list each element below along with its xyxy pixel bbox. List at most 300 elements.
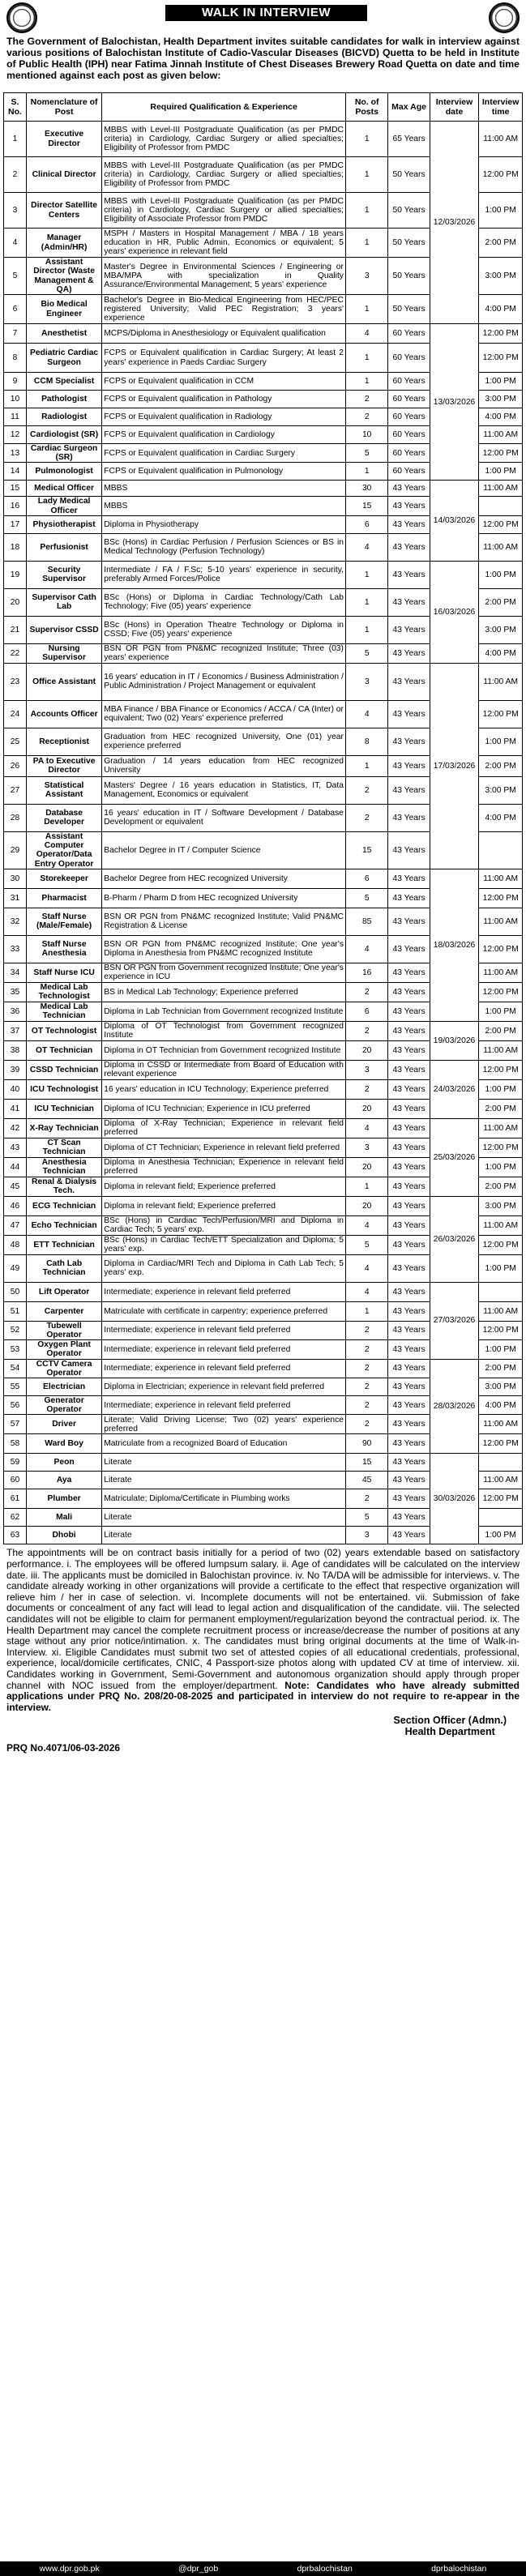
max-age-cell: 43 Years xyxy=(388,831,430,869)
interview-time-cell: 1:00 PM xyxy=(479,561,523,588)
sno-cell: 38 xyxy=(4,1040,27,1060)
max-age-cell: 43 Years xyxy=(388,1235,430,1254)
max-age-cell: 43 Years xyxy=(388,1340,430,1359)
max-age-cell: 60 Years xyxy=(388,324,430,344)
max-age-cell: 43 Years xyxy=(388,533,430,561)
posts-count-cell: 45 xyxy=(345,1472,387,1489)
interview-time-cell: 12:00 PM xyxy=(479,1434,523,1454)
header-time: Interview time xyxy=(479,93,523,122)
sno-cell: 2 xyxy=(4,157,27,193)
table-row xyxy=(4,1282,523,1301)
posts-count-cell: 1 xyxy=(345,373,387,391)
post-name-cell: Peon xyxy=(26,1454,101,1472)
max-age-cell: 43 Years xyxy=(388,1138,430,1157)
posts-count-cell: 4 xyxy=(345,1118,387,1138)
interview-time-cell: 12:00 PM xyxy=(479,1489,523,1509)
posts-count-cell: 1 xyxy=(345,193,387,229)
posts-count-cell: 90 xyxy=(345,1434,387,1454)
sno-cell: 34 xyxy=(4,963,27,982)
qualification-cell: MBBS with Level-III Postgraduate Qualification (as per PMDC criteria) in Cardiology, Cardiac Surgery or allied specialties; Eligibility of Professor from PMDC xyxy=(102,157,346,193)
max-age-cell: 43 Years xyxy=(388,1489,430,1509)
sno-cell: 15 xyxy=(4,481,27,497)
post-name-cell: Statistical Assistant xyxy=(26,776,101,804)
interview-time-cell: 11:00 AM xyxy=(479,481,523,497)
interview-date-cell: 26/03/2026 xyxy=(430,1196,479,1282)
terms-text: The appointments will be on contract basis initially for a period of two (02) years extendable based on satisfactory performance. i. The employees will be offered lumpsum salary. ii. Age of candidates will be calculated on the interview date. iii. The applicants must be domiciled in Balochistan province. iv. No TA/DA will be admissible for interviews. v. The candidate already working in other organizations will provide a certificate to the effect that respective organization will relieve him / her in case of selection. vi. Incomplete documents will not be entertained. vii. Submission of fake documents or concealment of any fact will lead to legal action and disqualification of the candidate. viii. The selected candidates will not be eligible to claim for permanent employment/regularization beyond the contractual period. ix. The Health Department may cancel the complete recruitment process or increase/decrease the number of positions at any stage without any prior notice/intimation. x. The candidates must bring original documents at the time of Walk-in-Interview. xi. Eligible Candidates must submit two set of attested copies of all educational credentials, professional, experience, local/domicile certificates, CNIC, 4 Passport-size photos along with updated CV at time of interview. xii. Candidates working in Government, Semi-Government and autonomous organization should apply through proper channel with NOC issued from the employer/department. xyxy=(6,1547,520,1691)
sno-cell: 53 xyxy=(4,1340,27,1359)
max-age-cell: 43 Years xyxy=(388,561,430,588)
post-name-cell: Assistant Computer Operator/Data Entry Operator xyxy=(26,831,101,869)
sno-cell: 37 xyxy=(4,1021,27,1040)
post-name-cell: CCTV Camera Operator xyxy=(26,1359,101,1378)
qualification-cell: Graduation / 14 years education from HEC recognized University xyxy=(102,755,346,776)
posts-count-cell: 5 xyxy=(345,1235,387,1254)
interview-date-cell: 30/03/2026 xyxy=(430,1454,479,1544)
interview-time-cell: 4:00 PM xyxy=(479,295,523,324)
posts-count-cell: 4 xyxy=(345,935,387,963)
posts-count-cell: 15 xyxy=(345,831,387,869)
sno-cell: 26 xyxy=(4,755,27,776)
posts-count-cell: 1 xyxy=(345,755,387,776)
sno-cell: 24 xyxy=(4,700,27,728)
max-age-cell: 43 Years xyxy=(388,888,430,908)
posts-count-cell: 20 xyxy=(345,1099,387,1118)
header-age: Max Age xyxy=(388,93,430,122)
posts-count-cell: 30 xyxy=(345,481,387,497)
sno-cell: 35 xyxy=(4,982,27,1002)
qualification-cell: BSN OR PGN from PN&MC recognized Institute; Three (03) years' experience xyxy=(102,643,346,663)
interview-date-cell: 24/03/2026 xyxy=(430,1060,479,1118)
max-age-cell: 65 Years xyxy=(388,122,430,157)
qualification-cell: Matriculate; Diploma/Certificate in Plumbing works xyxy=(102,1489,346,1509)
qualification-cell: FCPS or Equivalent qualification in Radiology xyxy=(102,408,346,426)
table-row xyxy=(4,1021,523,1040)
posts-count-cell: 4 xyxy=(345,1254,387,1282)
posts-count-cell: 1 xyxy=(345,344,387,373)
qualification-cell: BSN OR PGN from PN&MC recognized Institute; Valid PN&MC Registration & License xyxy=(102,908,346,935)
header-post: Nomenclature of Post xyxy=(26,93,101,122)
posts-count-cell: 3 xyxy=(345,1527,387,1544)
post-name-cell: Supervisor Cath Lab xyxy=(26,588,101,616)
sno-cell: 19 xyxy=(4,561,27,588)
posts-count-cell: 6 xyxy=(345,1002,387,1021)
post-name-cell: Storekeeper xyxy=(26,869,101,888)
posts-table xyxy=(3,92,523,1544)
interview-time-cell: 12:00 PM xyxy=(479,935,523,963)
qualification-cell: BSN OR PGN from Government recognized Institute; One year's experience in ICU xyxy=(102,963,346,982)
sno-cell: 45 xyxy=(4,1177,27,1196)
interview-time-cell: 3:00 PM xyxy=(479,391,523,408)
post-name-cell: CCM Specialist xyxy=(26,373,101,391)
interview-time-cell: 12:00 PM xyxy=(479,344,523,373)
sno-cell: 9 xyxy=(4,373,27,391)
max-age-cell: 43 Years xyxy=(388,1040,430,1060)
posts-count-cell: 1 xyxy=(345,122,387,157)
post-name-cell: Driver xyxy=(26,1415,101,1434)
sno-cell: 6 xyxy=(4,295,27,324)
sno-cell: 63 xyxy=(4,1527,27,1544)
max-age-cell: 50 Years xyxy=(388,229,430,258)
posts-count-cell: 8 xyxy=(345,728,387,755)
footer-bar xyxy=(0,2561,526,2576)
posts-count-cell: 1 xyxy=(345,229,387,258)
qualification-cell: MBBS xyxy=(102,497,346,515)
qualification-cell: Intermediate / FA / F.Sc; 5-10 years' experience in security, preferably Armed Forces/Police xyxy=(102,561,346,588)
max-age-cell: 43 Years xyxy=(388,1177,430,1196)
qualification-cell: FCPS or Equivalent qualification in Cardiology xyxy=(102,426,346,444)
interview-time-cell: 3:00 PM xyxy=(479,258,523,295)
sno-cell: 13 xyxy=(4,444,27,463)
max-age-cell: 50 Years xyxy=(388,193,430,229)
interview-time-cell: 11:00 AM xyxy=(479,122,523,157)
post-name-cell: Aya xyxy=(26,1472,101,1489)
qualification-cell: Bachelor's Degree in Bio-Medical Engineering from HEC/PEC registered University; Valid PEC Registration; 3 years' experience xyxy=(102,295,346,324)
sno-cell: 62 xyxy=(4,1509,27,1527)
qualification-cell: MSPH / Masters in Hospital Management / MBA / 18 years education in HR, Public Admin, Economics or equivalent; 5 years' experience in relevant field xyxy=(102,229,346,258)
max-age-cell: 43 Years xyxy=(388,869,430,888)
max-age-cell: 43 Years xyxy=(388,1254,430,1282)
post-name-cell: Staff Nurse ICU xyxy=(26,963,101,982)
qualification-cell: Intermediate; experience in relevant field preferred xyxy=(102,1359,346,1378)
post-name-cell: ECG Technician xyxy=(26,1196,101,1215)
qualification-cell: Master's Degree in Environmental Sciences / Engineering or MBA/MPA with specialization in Quality Assurance/Environmental Management; 5 years' experience xyxy=(102,258,346,295)
interview-time-cell: 12:00 PM xyxy=(479,1321,523,1339)
signatory-title: Section Officer (Admn.) xyxy=(393,1715,507,1727)
post-name-cell: Accounts Officer xyxy=(26,700,101,728)
posts-count-cell: 2 xyxy=(345,391,387,408)
sno-cell: 54 xyxy=(4,1359,27,1378)
max-age-cell: 43 Years xyxy=(388,1454,430,1472)
qualification-cell: BSc (Hons) in Cardiac Perfusion / Perfusion Sciences or BS in Medical Technology (Perfusion Technology) xyxy=(102,533,346,561)
post-name-cell: Dhobi xyxy=(26,1527,101,1544)
max-age-cell: 43 Years xyxy=(388,1359,430,1378)
sno-cell: 46 xyxy=(4,1196,27,1215)
posts-count-cell: 3 xyxy=(345,1138,387,1157)
sno-cell: 55 xyxy=(4,1378,27,1396)
max-age-cell: 43 Years xyxy=(388,515,430,533)
table-row xyxy=(4,663,523,700)
interview-time-cell: 12:00 PM xyxy=(479,1235,523,1254)
page-title: WALK IN INTERVIEW xyxy=(165,5,367,21)
post-name-cell: Physiotherapist xyxy=(26,515,101,533)
max-age-cell: 43 Years xyxy=(388,1282,430,1301)
max-age-cell: 50 Years xyxy=(388,295,430,324)
interview-time-cell: 2:00 PM xyxy=(479,588,523,616)
post-name-cell: Medical Lab Technician xyxy=(26,1002,101,1021)
table-row xyxy=(4,561,523,588)
posts-count-cell: 5 xyxy=(345,643,387,663)
sno-cell: 11 xyxy=(4,408,27,426)
sno-cell: 61 xyxy=(4,1489,27,1509)
qualification-cell: MBBS with Level-III Postgraduate Qualification (as per PMDC criteria) in Cardiology, Cardiac Surgery or allied specialties; Eligibility of Professor from PMDC xyxy=(102,122,346,157)
max-age-cell: 43 Years xyxy=(388,663,430,700)
max-age-cell: 60 Years xyxy=(388,391,430,408)
qualification-cell: Intermediate; experience in relevant field preferred xyxy=(102,1282,346,1301)
post-name-cell: Perfusionist xyxy=(26,533,101,561)
footer-facebook[interactable]: dprbalochistan xyxy=(297,2564,353,2574)
table-header-row xyxy=(4,93,523,122)
post-name-cell: Pharmacist xyxy=(26,888,101,908)
sno-cell: 52 xyxy=(4,1321,27,1339)
qualification-cell: Literate xyxy=(102,1472,346,1489)
posts-count-cell: 2 xyxy=(345,408,387,426)
sno-cell: 20 xyxy=(4,588,27,616)
interview-time-cell: 1:00 PM xyxy=(479,193,523,229)
interview-time-cell: 1:00 PM xyxy=(479,373,523,391)
post-name-cell: ICU Technologist xyxy=(26,1079,101,1099)
qualification-cell: Literate xyxy=(102,1527,346,1544)
post-name-cell: ETT Technician xyxy=(26,1235,101,1254)
table-row xyxy=(4,1118,523,1138)
post-name-cell: Generator Operator xyxy=(26,1396,101,1415)
interview-date-cell: 17/03/2026 xyxy=(430,663,479,869)
qualification-cell: Intermediate; experience in relevant field preferred xyxy=(102,1340,346,1359)
qualification-cell: Diploma of ICU Technician; Experience in ICU preferred xyxy=(102,1099,346,1118)
post-name-cell: Medical Officer xyxy=(26,481,101,497)
posts-count-cell: 3 xyxy=(345,258,387,295)
posts-count-cell: 4 xyxy=(345,533,387,561)
posts-count-cell: 1 xyxy=(345,295,387,324)
qualification-cell: Diploma in Electrician; experience in relevant field preferred xyxy=(102,1378,346,1396)
sno-cell: 27 xyxy=(4,776,27,804)
max-age-cell: 50 Years xyxy=(388,258,430,295)
posts-count-cell: 3 xyxy=(345,663,387,700)
max-age-cell: 43 Years xyxy=(388,1301,430,1321)
signatory-department: Health Department xyxy=(404,1726,495,1738)
interview-time-cell xyxy=(479,1282,523,1301)
post-name-cell: Cardiologist (SR) xyxy=(26,426,101,444)
post-name-cell: Renal & Dialysis Tech. xyxy=(26,1177,101,1196)
posts-count-cell: 1 xyxy=(345,1301,387,1321)
interview-date-cell: 19/03/2026 xyxy=(430,1021,479,1060)
interview-time-cell: 11:00 AM xyxy=(479,533,523,561)
qualification-cell: MBBS with Level-III Postgraduate Qualification (as per PMDC criteria) in Cardiology, Cardiac Surgery or allied specialties; Eligibility of Associate Professor from PMDC xyxy=(102,193,346,229)
interview-date-cell: 14/03/2026 xyxy=(430,481,479,561)
sno-cell: 18 xyxy=(4,533,27,561)
terms-note-bold: Note: Candidates who have already submitted applications under PRQ No. 208/20-08-2025 and participated in interview do not require to re-appear in the interview. xyxy=(6,1679,520,1713)
footer-website[interactable]: www.dpr.gob.pk xyxy=(39,2564,100,2574)
post-name-cell: Electrician xyxy=(26,1378,101,1396)
post-name-cell: X-Ray Technician xyxy=(26,1118,101,1138)
interview-time-cell xyxy=(479,1454,523,1472)
post-name-cell: Oxygen Plant Operator xyxy=(26,1340,101,1359)
max-age-cell: 43 Years xyxy=(388,1378,430,1396)
posts-count-cell: 1 xyxy=(345,616,387,643)
table-row xyxy=(4,869,523,888)
post-name-cell: Security Supervisor xyxy=(26,561,101,588)
posts-count-cell: 2 xyxy=(345,1415,387,1434)
max-age-cell: 43 Years xyxy=(388,982,430,1002)
interview-time-cell: 3:00 PM xyxy=(479,616,523,643)
post-name-cell: Anesthetist xyxy=(26,324,101,344)
sno-cell: 56 xyxy=(4,1396,27,1415)
qualification-cell: BSc (Hons) in Operation Theatre Technology or Diploma in CSSD; Five (05) years' experience xyxy=(102,616,346,643)
qualification-cell: FCPS or Equivalent qualification in Cardiac Surgery xyxy=(102,444,346,463)
posts-count-cell: 2 xyxy=(345,1359,387,1378)
interview-time-cell: 2:00 PM xyxy=(479,755,523,776)
post-name-cell: Clinical Director xyxy=(26,157,101,193)
post-name-cell: Anesthesia Technician xyxy=(26,1157,101,1177)
sno-cell: 57 xyxy=(4,1415,27,1434)
terms-notes xyxy=(3,1544,523,1713)
interview-date-cell: 27/03/2026 xyxy=(430,1282,479,1359)
qualification-cell: BSN OR PGN from PN&MC recognized Institute; One year's Diploma in Anesthesia from PN&MC recognized Institute xyxy=(102,935,346,963)
header xyxy=(3,0,523,36)
sno-cell: 36 xyxy=(4,1002,27,1021)
max-age-cell: 43 Years xyxy=(388,935,430,963)
header-posts: No. of Posts xyxy=(345,93,387,122)
qualification-cell: Matriculate from a recognized Board of Education xyxy=(102,1434,346,1454)
interview-time-cell: 11:00 AM xyxy=(479,1415,523,1434)
post-name-cell: CSSD Technician xyxy=(26,1060,101,1079)
footer-instagram[interactable]: dprbalochistan xyxy=(431,2564,487,2574)
sno-cell: 39 xyxy=(4,1060,27,1079)
qualification-cell: Diploma in relevant field; Experience preferred xyxy=(102,1177,346,1196)
post-name-cell: Plumber xyxy=(26,1489,101,1509)
interview-time-cell: 4:00 PM xyxy=(479,643,523,663)
sno-cell: 7 xyxy=(4,324,27,344)
max-age-cell: 43 Years xyxy=(388,1196,430,1215)
posts-count-cell: 85 xyxy=(345,908,387,935)
post-name-cell: Medical Lab Technologist xyxy=(26,982,101,1002)
qualification-cell: Diploma of X-Ray Technician; Experience in relevant field preferred xyxy=(102,1118,346,1138)
posts-count-cell: 16 xyxy=(345,963,387,982)
interview-time-cell: 12:00 PM xyxy=(479,1138,523,1157)
max-age-cell: 43 Years xyxy=(388,588,430,616)
qualification-cell: Diploma in OT Technician from Government recognized Institute xyxy=(102,1040,346,1060)
interview-time-cell: 1:00 PM xyxy=(479,728,523,755)
sno-cell: 23 xyxy=(4,663,27,700)
max-age-cell: 43 Years xyxy=(388,616,430,643)
post-name-cell: Lady Medical Officer xyxy=(26,497,101,515)
qualification-cell: BSc (Hons) in Cardiac Tech/ETT Specialization and Diploma; 5 years' exp. xyxy=(102,1235,346,1254)
posts-count-cell: 4 xyxy=(345,1215,387,1235)
max-age-cell: 43 Years xyxy=(388,1079,430,1099)
interview-date-cell: 25/03/2026 xyxy=(430,1118,479,1196)
max-age-cell: 43 Years xyxy=(388,1472,430,1489)
qualification-cell: Diploma in Physiotherapy xyxy=(102,515,346,533)
post-name-cell: Echo Technician xyxy=(26,1215,101,1235)
qualification-cell: BSc (Hons) in Cardiac Tech/Perfusion/MRI and Diploma in Cardiac Tech; 5 years' exp. xyxy=(102,1215,346,1235)
qualification-cell: 16 years' education in IT / Economics / Business Administration / Public Administration / Project Management or equivalent xyxy=(102,663,346,700)
qualification-cell: Bachelor Degree from HEC recognized University xyxy=(102,869,346,888)
posts-count-cell: 2 xyxy=(345,982,387,1002)
posts-count-cell: 15 xyxy=(345,1454,387,1472)
max-age-cell: 43 Years xyxy=(388,1060,430,1079)
post-name-cell: Assistant Director (Waste Management & QA) xyxy=(26,258,101,295)
post-name-cell: Carpenter xyxy=(26,1301,101,1321)
qualification-cell: Intermediate; experience in relevant field preferred xyxy=(102,1396,346,1415)
table-row xyxy=(4,1359,523,1378)
sno-cell: 10 xyxy=(4,391,27,408)
sno-cell: 42 xyxy=(4,1118,27,1138)
posts-count-cell: 6 xyxy=(345,869,387,888)
interview-time-cell: 2:00 PM xyxy=(479,1099,523,1118)
max-age-cell: 43 Years xyxy=(388,1118,430,1138)
interview-time-cell xyxy=(479,831,523,869)
qualification-cell: MBBS xyxy=(102,481,346,497)
table-row xyxy=(4,481,523,497)
interview-time-cell: 2:00 PM xyxy=(479,1359,523,1378)
sno-cell: 51 xyxy=(4,1301,27,1321)
interview-date-cell: 13/03/2026 xyxy=(430,324,479,481)
posts-count-cell: 20 xyxy=(345,1040,387,1060)
header-qualification: Required Qualification & Experience xyxy=(102,93,346,122)
post-name-cell: Ward Boy xyxy=(26,1434,101,1454)
post-name-cell: ICU Technician xyxy=(26,1099,101,1118)
interview-time-cell: 12:00 PM xyxy=(479,888,523,908)
sno-cell: 50 xyxy=(4,1282,27,1301)
qualification-cell: FCPS or Equivalent qualification in Pulmonology xyxy=(102,463,346,481)
table-row xyxy=(4,122,523,157)
intro-text: The Government of Balochistan, Health Department invites suitable candidates for walk in interview against various positions of Balochistan Institute of Cadio-Vascular Diseases (BICVD) Quetta to be held in Institute of Public Health (IPH) near Fatima Jinnah Institute of Chest Diseases Brewery Road Quetta on date and time mentioned against each post as given below: xyxy=(6,36,520,81)
post-name-cell: Cath Lab Technician xyxy=(26,1254,101,1282)
post-name-cell: Director Satellite Centers xyxy=(26,193,101,229)
sno-cell: 58 xyxy=(4,1434,27,1454)
interview-time-cell: 11:00 AM xyxy=(479,1040,523,1060)
sno-cell: 4 xyxy=(4,229,27,258)
sno-cell: 32 xyxy=(4,908,27,935)
posts-count-cell: 1 xyxy=(345,157,387,193)
header-sno: S. No. xyxy=(4,93,27,122)
sno-cell: 25 xyxy=(4,728,27,755)
max-age-cell: 43 Years xyxy=(388,1415,430,1434)
max-age-cell: 43 Years xyxy=(388,1527,430,1544)
posts-count-cell: 2 xyxy=(345,776,387,804)
sno-cell: 40 xyxy=(4,1079,27,1099)
posts-count-cell: 1 xyxy=(345,463,387,481)
sno-cell: 47 xyxy=(4,1215,27,1235)
interview-time-cell: 2:00 PM xyxy=(479,229,523,258)
sno-cell: 1 xyxy=(4,122,27,157)
posts-count-cell: 20 xyxy=(345,1196,387,1215)
interview-time-cell: 11:00 AM xyxy=(479,426,523,444)
interview-time-cell: 12:00 PM xyxy=(479,324,523,344)
sno-cell: 59 xyxy=(4,1454,27,1472)
prq-number: PRQ No.4071/06-03-2026 xyxy=(6,1742,121,1754)
interview-time-cell: 4:00 PM xyxy=(479,804,523,831)
max-age-cell: 43 Years xyxy=(388,1215,430,1235)
interview-time-cell: 11:00 AM xyxy=(479,1472,523,1489)
max-age-cell: 43 Years xyxy=(388,728,430,755)
post-name-cell: Staff Nurse Anesthesia xyxy=(26,935,101,963)
max-age-cell: 43 Years xyxy=(388,1434,430,1454)
interview-time-cell: 1:00 PM xyxy=(479,1254,523,1282)
sno-cell: 17 xyxy=(4,515,27,533)
signature-block xyxy=(3,1713,523,1763)
qualification-cell: Matriculate with certificate in carpentry; experience preferred xyxy=(102,1301,346,1321)
max-age-cell: 43 Years xyxy=(388,963,430,982)
qualification-cell: Diploma of OT Technologist from Government recognized Institute xyxy=(102,1021,346,1040)
max-age-cell: 43 Years xyxy=(388,804,430,831)
interview-time-cell: 12:00 PM xyxy=(479,444,523,463)
posts-count-cell: 10 xyxy=(345,426,387,444)
table-row xyxy=(4,1060,523,1079)
interview-time-cell: 3:00 PM xyxy=(479,776,523,804)
sno-cell: 8 xyxy=(4,344,27,373)
post-name-cell: Tubewell Operator xyxy=(26,1321,101,1339)
qualification-cell: Diploma in Cardiac/MRI Tech and Diploma in Cath Lab Tech; 5 years' exp. xyxy=(102,1254,346,1282)
max-age-cell: 43 Years xyxy=(388,643,430,663)
interview-time-cell: 11:00 AM xyxy=(479,1118,523,1138)
max-age-cell: 43 Years xyxy=(388,776,430,804)
max-age-cell: 43 Years xyxy=(388,1396,430,1415)
posts-count-cell: 2 xyxy=(345,1021,387,1040)
footer-twitter[interactable]: @dpr_gob xyxy=(178,2564,219,2574)
post-name-cell: OT Technician xyxy=(26,1040,101,1060)
interview-date-cell: 12/03/2026 xyxy=(430,122,479,324)
posts-count-cell: 2 xyxy=(345,1489,387,1509)
